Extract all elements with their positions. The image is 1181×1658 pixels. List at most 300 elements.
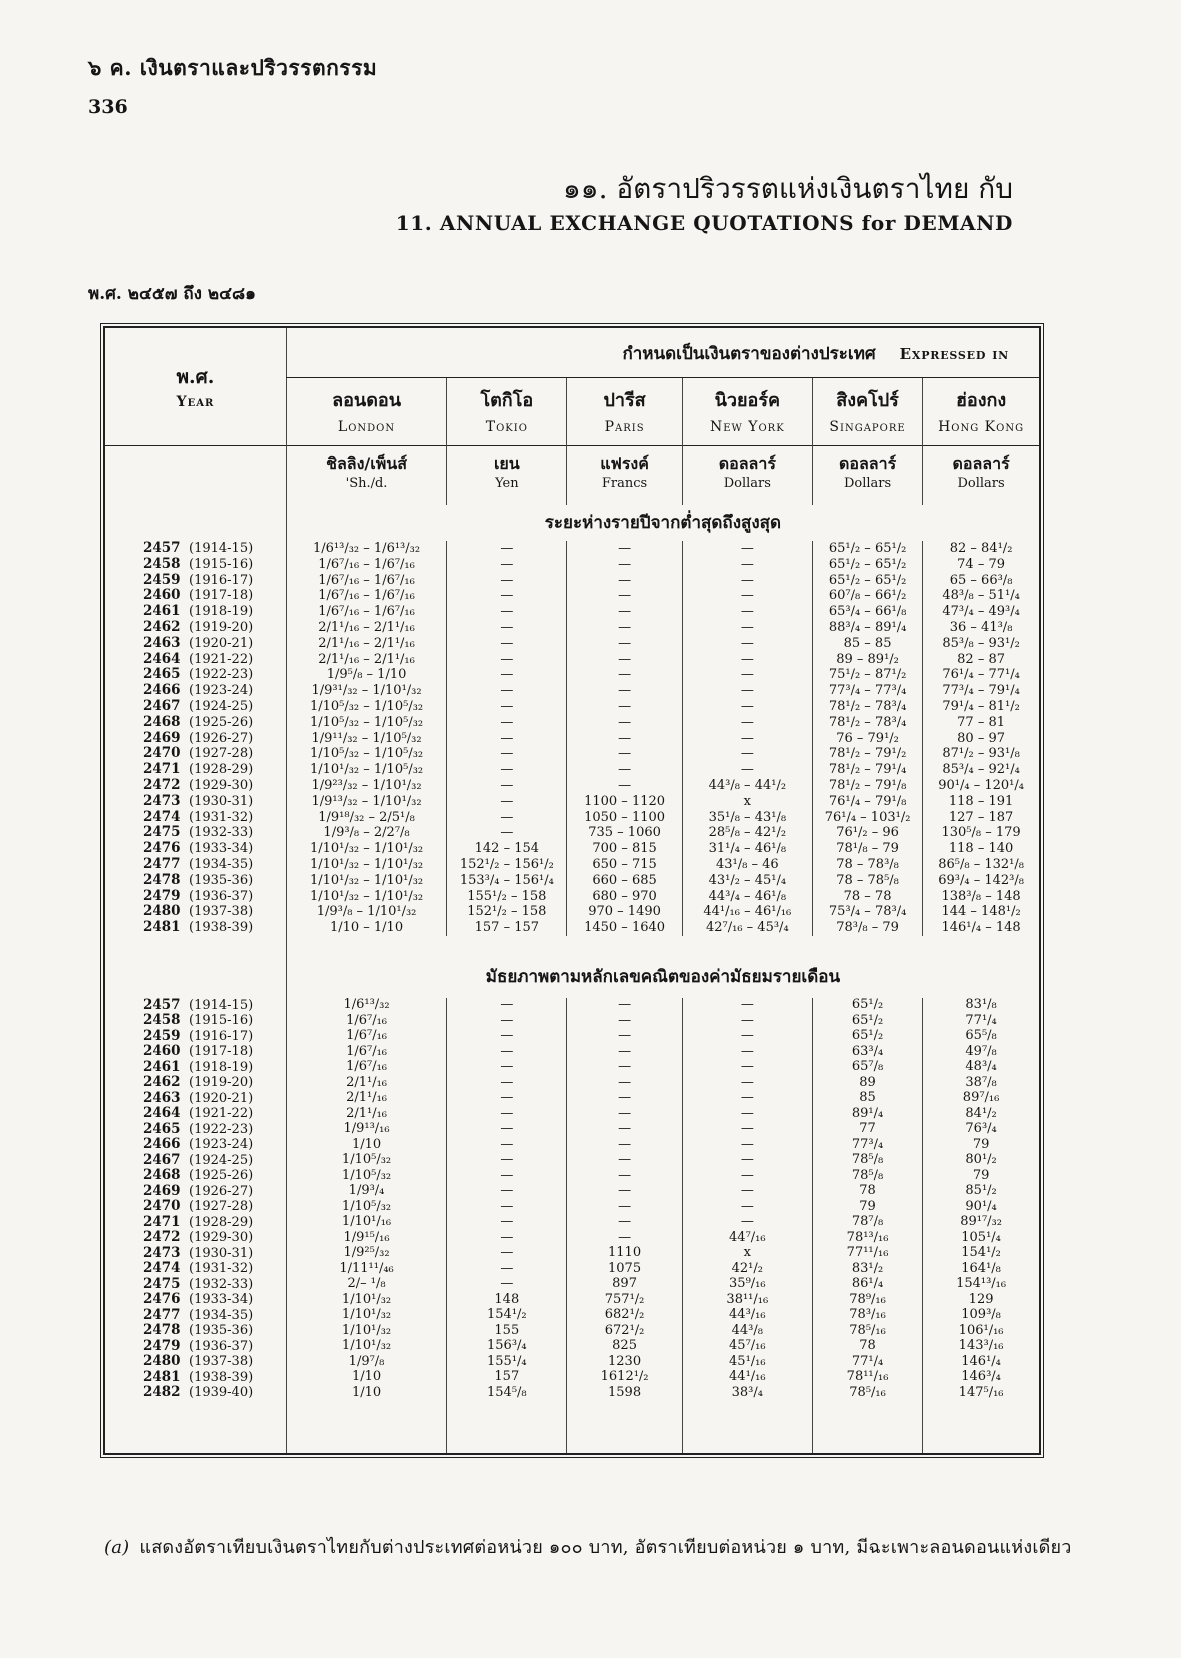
cell-paris: — bbox=[567, 1060, 682, 1076]
cell-year bbox=[104, 1075, 286, 1091]
column-header-singapore bbox=[812, 378, 922, 446]
year-be: 2462 bbox=[143, 620, 181, 636]
cell-tokio: — bbox=[447, 588, 567, 604]
year-ad: (1937-38) bbox=[189, 1354, 254, 1370]
city-english: Paris bbox=[604, 418, 645, 435]
cell-new-york: — bbox=[682, 1106, 812, 1122]
cell-year bbox=[104, 683, 286, 699]
unit-thai: ชิลลิง/เพ็นส์ bbox=[326, 453, 407, 473]
cell-tokio: 142 – 154 bbox=[447, 841, 567, 857]
cell-year bbox=[104, 1370, 286, 1386]
cell-paris: — bbox=[567, 1199, 682, 1215]
cell-hong-kong: 143³/₁₆ bbox=[923, 1339, 1040, 1355]
cell-tokio: 157 – 157 bbox=[447, 920, 567, 936]
page-title-english: 11. ANNUAL EXCHANGE QUOTATIONS for DEMAND bbox=[395, 210, 1013, 235]
cell-new-york: 35⁹/₁₆ bbox=[682, 1277, 812, 1293]
cell-paris: 897 bbox=[567, 1277, 682, 1293]
cell-hong-kong: 83¹/₈ bbox=[923, 998, 1040, 1014]
cell-tokio: — bbox=[447, 778, 567, 794]
table-row bbox=[104, 541, 1040, 557]
cell-singapore: 78 – 78 bbox=[812, 889, 922, 905]
cell-hong-kong: 76¹/₄ – 77¹/₄ bbox=[923, 667, 1040, 683]
year-be: 2479 bbox=[143, 888, 181, 904]
cell-new-york: x bbox=[682, 1246, 812, 1262]
unit-thai: ดอลลาร์ bbox=[952, 453, 1010, 473]
spacer-cell bbox=[682, 1401, 812, 1454]
table-row bbox=[104, 920, 1040, 936]
cell-london: 1/6¹³/₃₂ bbox=[286, 998, 446, 1014]
cell-hong-kong: 65⁵/₈ bbox=[923, 1029, 1040, 1045]
cell-paris: — bbox=[567, 1075, 682, 1091]
cell-year bbox=[104, 1122, 286, 1138]
expressed-in-english: Expressed in bbox=[899, 345, 1009, 363]
cell-year bbox=[104, 1137, 286, 1153]
cell-paris: 825 bbox=[567, 1339, 682, 1355]
cell-singapore: 78¹/₂ – 78³/₄ bbox=[812, 699, 922, 715]
cell-year bbox=[104, 904, 286, 920]
unit-english: Dollars bbox=[843, 476, 892, 492]
year-be: 2468 bbox=[143, 1168, 181, 1184]
table-row bbox=[104, 746, 1040, 762]
year-ad: (1934-35) bbox=[189, 1307, 254, 1323]
cell-hong-kong: 89¹⁷/₃₂ bbox=[923, 1215, 1040, 1231]
cell-london: 1/6⁷/₁₆ bbox=[286, 1044, 446, 1060]
cell-singapore: 85 – 85 bbox=[812, 636, 922, 652]
cell-singapore: 78¹/₂ – 78³/₄ bbox=[812, 715, 922, 731]
unit-new-york bbox=[682, 445, 812, 505]
cell-paris: 1110 bbox=[567, 1246, 682, 1262]
cell-london: 1/10¹/₃₂ – 1/10¹/₃₂ bbox=[286, 873, 446, 889]
cell-hong-kong: 77³/₄ – 79¹/₄ bbox=[923, 683, 1040, 699]
year-be: 2471 bbox=[143, 762, 181, 778]
year-ad: (1918-19) bbox=[189, 1059, 254, 1075]
cell-paris: 650 – 715 bbox=[567, 857, 682, 873]
year-be: 2470 bbox=[143, 746, 181, 762]
city-thai: นิวยอร์ค bbox=[714, 390, 781, 411]
cell-paris: — bbox=[567, 557, 682, 573]
cell-paris: 970 – 1490 bbox=[567, 904, 682, 920]
cell-singapore: 77¹¹/₁₆ bbox=[812, 1246, 922, 1262]
cell-year bbox=[104, 620, 286, 636]
cell-paris: — bbox=[567, 683, 682, 699]
cell-paris: — bbox=[567, 1091, 682, 1107]
cell-london: 1/9¹³/₁₆ bbox=[286, 1122, 446, 1138]
cell-new-york: 42⁷/₁₆ – 45³/₄ bbox=[682, 920, 812, 936]
year-ad: (1930-31) bbox=[189, 793, 254, 809]
city-thai: ปารีส bbox=[603, 390, 646, 411]
exchange-table-frame bbox=[100, 323, 1044, 1458]
year-be: 2460 bbox=[143, 1044, 181, 1060]
cell-tokio: — bbox=[447, 1013, 567, 1029]
year-be: 2458 bbox=[143, 1013, 181, 1029]
year-ad: (1915-16) bbox=[189, 1013, 254, 1029]
cell-paris: 1450 – 1640 bbox=[567, 920, 682, 936]
cell-year bbox=[104, 1091, 286, 1107]
cell-hong-kong: 48³/₄ bbox=[923, 1060, 1040, 1076]
cell-hong-kong: 106¹/₁₆ bbox=[923, 1323, 1040, 1339]
cell-new-york: 38³/₄ bbox=[682, 1385, 812, 1401]
cell-singapore: 65¹/₂ – 65¹/₂ bbox=[812, 557, 922, 573]
year-be: 2460 bbox=[143, 588, 181, 604]
year-ad: (1920-21) bbox=[189, 635, 254, 651]
cell-new-york: — bbox=[682, 1199, 812, 1215]
unit-hong-kong bbox=[923, 445, 1040, 505]
page-number: 336 bbox=[88, 96, 128, 118]
cell-new-york: — bbox=[682, 762, 812, 778]
cell-hong-kong: 146³/₄ bbox=[923, 1370, 1040, 1386]
section-header-thai: ๖ ค. เงินตราและปริวรรตกรรม bbox=[88, 55, 378, 80]
cell-year bbox=[104, 1385, 286, 1401]
cell-london: 1/10¹/₃₂ bbox=[286, 1339, 446, 1355]
cell-hong-kong: 79 bbox=[923, 1137, 1040, 1153]
cell-paris: — bbox=[567, 541, 682, 557]
cell-london: 1/6⁷/₁₆ – 1/6⁷/₁₆ bbox=[286, 604, 446, 620]
unit-header-row bbox=[104, 445, 1040, 505]
footnote-mark: (a) bbox=[104, 1537, 130, 1558]
cell-london: 1/10 bbox=[286, 1370, 446, 1386]
cell-london: 1/10¹/₃₂ – 1/10¹/₃₂ bbox=[286, 841, 446, 857]
cell-tokio: — bbox=[447, 573, 567, 589]
unit-english: Dollars bbox=[957, 476, 1005, 492]
cell-london: 1/10 bbox=[286, 1137, 446, 1153]
cell-london: 1/10¹/₃₂ bbox=[286, 1292, 446, 1308]
cell-paris: — bbox=[567, 715, 682, 731]
cell-tokio: 157 bbox=[447, 1370, 567, 1386]
cell-paris: — bbox=[567, 1184, 682, 1200]
year-ad: (1914-15) bbox=[189, 997, 254, 1013]
table-row bbox=[104, 1013, 1040, 1029]
year-ad: (1931-32) bbox=[189, 1261, 254, 1277]
year-ad: (1925-26) bbox=[189, 714, 254, 730]
year-be: 2466 bbox=[143, 683, 181, 699]
year-ad: (1936-37) bbox=[189, 1338, 254, 1354]
cell-paris: 1100 – 1120 bbox=[567, 794, 682, 810]
band-year-blank bbox=[104, 936, 286, 998]
table-row bbox=[104, 794, 1040, 810]
cell-tokio: — bbox=[447, 604, 567, 620]
year-be: 2465 bbox=[143, 1121, 181, 1137]
cell-tokio: — bbox=[447, 794, 567, 810]
cell-singapore: 65¹/₂ – 65¹/₂ bbox=[812, 573, 922, 589]
year-be: 2472 bbox=[143, 778, 181, 794]
cell-london: 1/9¹⁸/₃₂ – 2/5¹/₈ bbox=[286, 810, 446, 826]
cell-london: 1/10⁵/₃₂ – 1/10⁵/₃₂ bbox=[286, 715, 446, 731]
year-ad: (1931-32) bbox=[189, 809, 254, 825]
cell-year bbox=[104, 794, 286, 810]
year-be: 2457 bbox=[143, 997, 181, 1013]
cell-year bbox=[104, 825, 286, 841]
cell-london: 1/10¹/₁₆ bbox=[286, 1215, 446, 1231]
cell-new-york: — bbox=[682, 1137, 812, 1153]
spacer-cell bbox=[812, 1401, 922, 1454]
cell-hong-kong: 80 – 97 bbox=[923, 731, 1040, 747]
cell-year bbox=[104, 1230, 286, 1246]
section-band bbox=[104, 505, 1040, 541]
cell-singapore: 63³/₄ bbox=[812, 1044, 922, 1060]
table-row bbox=[104, 857, 1040, 873]
cell-tokio: — bbox=[447, 1044, 567, 1060]
cell-paris: 660 – 685 bbox=[567, 873, 682, 889]
column-header-paris bbox=[567, 378, 682, 446]
cell-hong-kong: 154¹³/₁₆ bbox=[923, 1277, 1040, 1293]
year-ad: (1917-18) bbox=[189, 1044, 254, 1060]
cell-singapore: 65¹/₂ bbox=[812, 998, 922, 1014]
cell-hong-kong: 147⁵/₁₆ bbox=[923, 1385, 1040, 1401]
year-be: 2474 bbox=[143, 809, 181, 825]
table-row bbox=[104, 1385, 1040, 1401]
cell-new-york: — bbox=[682, 652, 812, 668]
year-be: 2481 bbox=[143, 920, 181, 936]
cell-singapore: 76 – 79¹/₂ bbox=[812, 731, 922, 747]
spacer-cell bbox=[923, 1401, 1040, 1454]
cell-paris: 1230 bbox=[567, 1354, 682, 1370]
cell-london: 1/6⁷/₁₆ – 1/6⁷/₁₆ bbox=[286, 557, 446, 573]
cell-singapore: 89 – 89¹/₂ bbox=[812, 652, 922, 668]
table-row bbox=[104, 904, 1040, 920]
table-row bbox=[104, 1091, 1040, 1107]
year-be: 2459 bbox=[143, 1028, 181, 1044]
cell-year bbox=[104, 1153, 286, 1169]
cell-hong-kong: 36 – 41³/₈ bbox=[923, 620, 1040, 636]
year-ad: (1918-19) bbox=[189, 604, 254, 620]
cell-tokio: — bbox=[447, 1246, 567, 1262]
cell-new-york: 44¹/₁₆ – 46¹/₁₆ bbox=[682, 904, 812, 920]
cell-singapore: 76¹/₄ – 103¹/₂ bbox=[812, 810, 922, 826]
cell-hong-kong: 130⁵/₈ – 179 bbox=[923, 825, 1040, 841]
cell-tokio: — bbox=[447, 1199, 567, 1215]
year-ad: (1919-20) bbox=[189, 620, 254, 636]
year-be: 2482 bbox=[143, 1385, 181, 1401]
cell-tokio: — bbox=[447, 1261, 567, 1277]
cell-singapore: 65¹/₂ bbox=[812, 1013, 922, 1029]
cell-new-york: 42¹/₂ bbox=[682, 1261, 812, 1277]
table-row bbox=[104, 1106, 1040, 1122]
cell-new-york: — bbox=[682, 1215, 812, 1231]
cell-london: 1/9⁷/₈ bbox=[286, 1354, 446, 1370]
year-be: 2463 bbox=[143, 635, 181, 651]
unit-thai: แฟรงค์ bbox=[600, 453, 649, 473]
cell-london: 1/11¹¹/₄₆ bbox=[286, 1261, 446, 1277]
cell-singapore: 60⁷/₈ – 66¹/₂ bbox=[812, 588, 922, 604]
cell-singapore: 78⁵/₈ bbox=[812, 1168, 922, 1184]
cell-singapore: 65³/₄ – 66¹/₈ bbox=[812, 604, 922, 620]
cell-new-york: — bbox=[682, 1029, 812, 1045]
cell-year bbox=[104, 1354, 286, 1370]
cell-hong-kong: 47³/₄ – 49³/₄ bbox=[923, 604, 1040, 620]
year-be: 2475 bbox=[143, 825, 181, 841]
table-row bbox=[104, 1277, 1040, 1293]
year-be: 2461 bbox=[143, 604, 181, 620]
year-header-english: Year bbox=[176, 394, 215, 411]
city-thai: สิงคโปร์ bbox=[836, 390, 899, 411]
unit-tokio bbox=[447, 445, 567, 505]
cell-hong-kong: 74 – 79 bbox=[923, 557, 1040, 573]
cell-hong-kong: 49⁷/₈ bbox=[923, 1044, 1040, 1060]
table-row bbox=[104, 699, 1040, 715]
unit-thai: ดอลลาร์ bbox=[718, 453, 776, 473]
year-be: 2469 bbox=[143, 730, 181, 746]
cell-hong-kong: 164¹/₈ bbox=[923, 1261, 1040, 1277]
year-ad: (1929-30) bbox=[189, 1230, 254, 1246]
cell-london: 1/10⁵/₃₂ bbox=[286, 1199, 446, 1215]
cell-hong-kong: 129 bbox=[923, 1292, 1040, 1308]
year-be: 2477 bbox=[143, 1307, 181, 1323]
year-be: 2459 bbox=[143, 572, 181, 588]
cell-london: 2/– ¹/₈ bbox=[286, 1277, 446, 1293]
cell-new-york: — bbox=[682, 604, 812, 620]
cell-year bbox=[104, 1013, 286, 1029]
section-range bbox=[104, 505, 1040, 936]
cell-paris: — bbox=[567, 573, 682, 589]
cell-year bbox=[104, 557, 286, 573]
cell-paris: — bbox=[567, 1044, 682, 1060]
cell-singapore: 65⁷/₈ bbox=[812, 1060, 922, 1076]
table-row bbox=[104, 715, 1040, 731]
year-ad: (1938-39) bbox=[189, 920, 254, 936]
cell-tokio: — bbox=[447, 636, 567, 652]
cell-tokio: — bbox=[447, 1153, 567, 1169]
cell-tokio: — bbox=[447, 620, 567, 636]
cell-tokio: — bbox=[447, 652, 567, 668]
cell-london: 1/6⁷/₁₆ bbox=[286, 1029, 446, 1045]
cell-hong-kong: 144 – 148¹/₂ bbox=[923, 904, 1040, 920]
cell-hong-kong: 82 – 84¹/₂ bbox=[923, 541, 1040, 557]
cell-new-york: 45¹/₁₆ bbox=[682, 1354, 812, 1370]
cell-singapore: 78³/₈ – 79 bbox=[812, 920, 922, 936]
cell-hong-kong: 76³/₄ bbox=[923, 1122, 1040, 1138]
table-row bbox=[104, 1339, 1040, 1355]
cell-london: 1/6⁷/₁₆ bbox=[286, 1013, 446, 1029]
cell-year bbox=[104, 1168, 286, 1184]
cell-new-york: — bbox=[682, 715, 812, 731]
cell-tokio: — bbox=[447, 998, 567, 1014]
cell-hong-kong: 86⁵/₈ – 132¹/₈ bbox=[923, 857, 1040, 873]
cell-london: 1/9³¹/₃₂ – 1/10¹/₃₂ bbox=[286, 683, 446, 699]
cell-new-york: — bbox=[682, 699, 812, 715]
cell-tokio: 155¹/₄ bbox=[447, 1354, 567, 1370]
cell-singapore: 78¹/₂ – 79¹/₄ bbox=[812, 762, 922, 778]
expressed-in-header bbox=[286, 327, 1040, 378]
cell-new-york: 44³/₈ bbox=[682, 1323, 812, 1339]
table-row bbox=[104, 683, 1040, 699]
cell-paris: 1075 bbox=[567, 1261, 682, 1277]
cell-singapore: 77³/₄ bbox=[812, 1137, 922, 1153]
year-be: 2480 bbox=[143, 904, 181, 920]
table-row bbox=[104, 1184, 1040, 1200]
year-ad: (1926-27) bbox=[189, 1183, 254, 1199]
year-be: 2472 bbox=[143, 1230, 181, 1246]
cell-london: 1/10¹/₃₂ – 1/10¹/₃₂ bbox=[286, 889, 446, 905]
cell-paris: — bbox=[567, 1215, 682, 1231]
table-row bbox=[104, 573, 1040, 589]
city-thai: ฮ่องกง bbox=[955, 390, 1007, 411]
cell-london: 1/10 – 1/10 bbox=[286, 920, 446, 936]
cell-london: 2/1¹/₁₆ bbox=[286, 1106, 446, 1122]
cell-new-york: — bbox=[682, 620, 812, 636]
cell-hong-kong: 146¹/₄ – 148 bbox=[923, 920, 1040, 936]
spacer-cell bbox=[286, 1401, 446, 1454]
year-ad: (1932-33) bbox=[189, 825, 254, 841]
cell-new-york: 44¹/₁₆ bbox=[682, 1370, 812, 1386]
cell-paris: — bbox=[567, 604, 682, 620]
cell-paris: 757¹/₂ bbox=[567, 1292, 682, 1308]
unit-year-blank bbox=[104, 445, 286, 505]
cell-london: 1/10 bbox=[286, 1385, 446, 1401]
cell-london: 1/10⁵/₃₂ bbox=[286, 1168, 446, 1184]
expressed-in-thai: กำหนดเป็นเงินตราของต่างประเทศ bbox=[622, 344, 876, 364]
section-band bbox=[104, 936, 1040, 998]
cell-hong-kong: 105¹/₄ bbox=[923, 1230, 1040, 1246]
year-ad: (1917-18) bbox=[189, 588, 254, 604]
cell-london: 1/9³/₈ – 1/10¹/₃₂ bbox=[286, 904, 446, 920]
table-row bbox=[104, 636, 1040, 652]
year-be: 2474 bbox=[143, 1261, 181, 1277]
cell-paris: — bbox=[567, 667, 682, 683]
cell-year bbox=[104, 857, 286, 873]
cell-paris: — bbox=[567, 998, 682, 1014]
unit-thai: ดอลลาร์ bbox=[838, 453, 897, 473]
year-be: 2464 bbox=[143, 1106, 181, 1122]
cell-london: 2/1¹/₁₆ – 2/1¹/₁₆ bbox=[286, 636, 446, 652]
cell-paris: — bbox=[567, 731, 682, 747]
year-ad: (1924-25) bbox=[189, 1152, 254, 1168]
cell-paris: 735 – 1060 bbox=[567, 825, 682, 841]
cell-tokio: — bbox=[447, 731, 567, 747]
cell-tokio: — bbox=[447, 1215, 567, 1231]
cell-singapore: 78 – 78⁵/₈ bbox=[812, 873, 922, 889]
cell-new-york: — bbox=[682, 588, 812, 604]
year-be: 2468 bbox=[143, 714, 181, 730]
table-row bbox=[104, 1230, 1040, 1246]
cell-singapore: 78⁵/₁₆ bbox=[812, 1385, 922, 1401]
cell-tokio: 155 bbox=[447, 1323, 567, 1339]
table-row bbox=[104, 762, 1040, 778]
cell-new-york: 43¹/₂ – 45¹/₄ bbox=[682, 873, 812, 889]
title-block bbox=[396, 172, 1013, 235]
table-row bbox=[104, 778, 1040, 794]
cell-hong-kong: 89⁷/₁₆ bbox=[923, 1091, 1040, 1107]
cell-singapore: 78¹/₂ – 79¹/₈ bbox=[812, 778, 922, 794]
cell-paris: — bbox=[567, 1153, 682, 1169]
year-be: 2470 bbox=[143, 1199, 181, 1215]
cell-year bbox=[104, 841, 286, 857]
cell-year bbox=[104, 636, 286, 652]
table-row bbox=[104, 1122, 1040, 1138]
cell-paris: — bbox=[567, 620, 682, 636]
table-row bbox=[104, 998, 1040, 1014]
table-row bbox=[104, 1292, 1040, 1308]
cell-new-york: 44³/₁₆ bbox=[682, 1308, 812, 1324]
year-ad: (1933-34) bbox=[189, 841, 254, 857]
cell-tokio: — bbox=[447, 715, 567, 731]
cell-london: 2/1¹/₁₆ – 2/1¹/₁₆ bbox=[286, 620, 446, 636]
year-ad: (1935-36) bbox=[189, 1323, 254, 1339]
cell-paris: — bbox=[567, 746, 682, 762]
cell-hong-kong: 79 bbox=[923, 1168, 1040, 1184]
cell-year bbox=[104, 652, 286, 668]
cell-paris: 1050 – 1100 bbox=[567, 810, 682, 826]
table-row bbox=[104, 1075, 1040, 1091]
year-ad: (1934-35) bbox=[189, 857, 254, 873]
cell-new-york: 43¹/₈ – 46 bbox=[682, 857, 812, 873]
year-ad: (1921-22) bbox=[189, 1106, 254, 1122]
table-row bbox=[104, 873, 1040, 889]
cell-new-york: — bbox=[682, 1091, 812, 1107]
cell-singapore: 65¹/₂ – 65¹/₂ bbox=[812, 541, 922, 557]
year-ad: (1929-30) bbox=[189, 778, 254, 794]
cell-tokio: — bbox=[447, 1184, 567, 1200]
year-ad: (1927-28) bbox=[189, 1199, 254, 1215]
